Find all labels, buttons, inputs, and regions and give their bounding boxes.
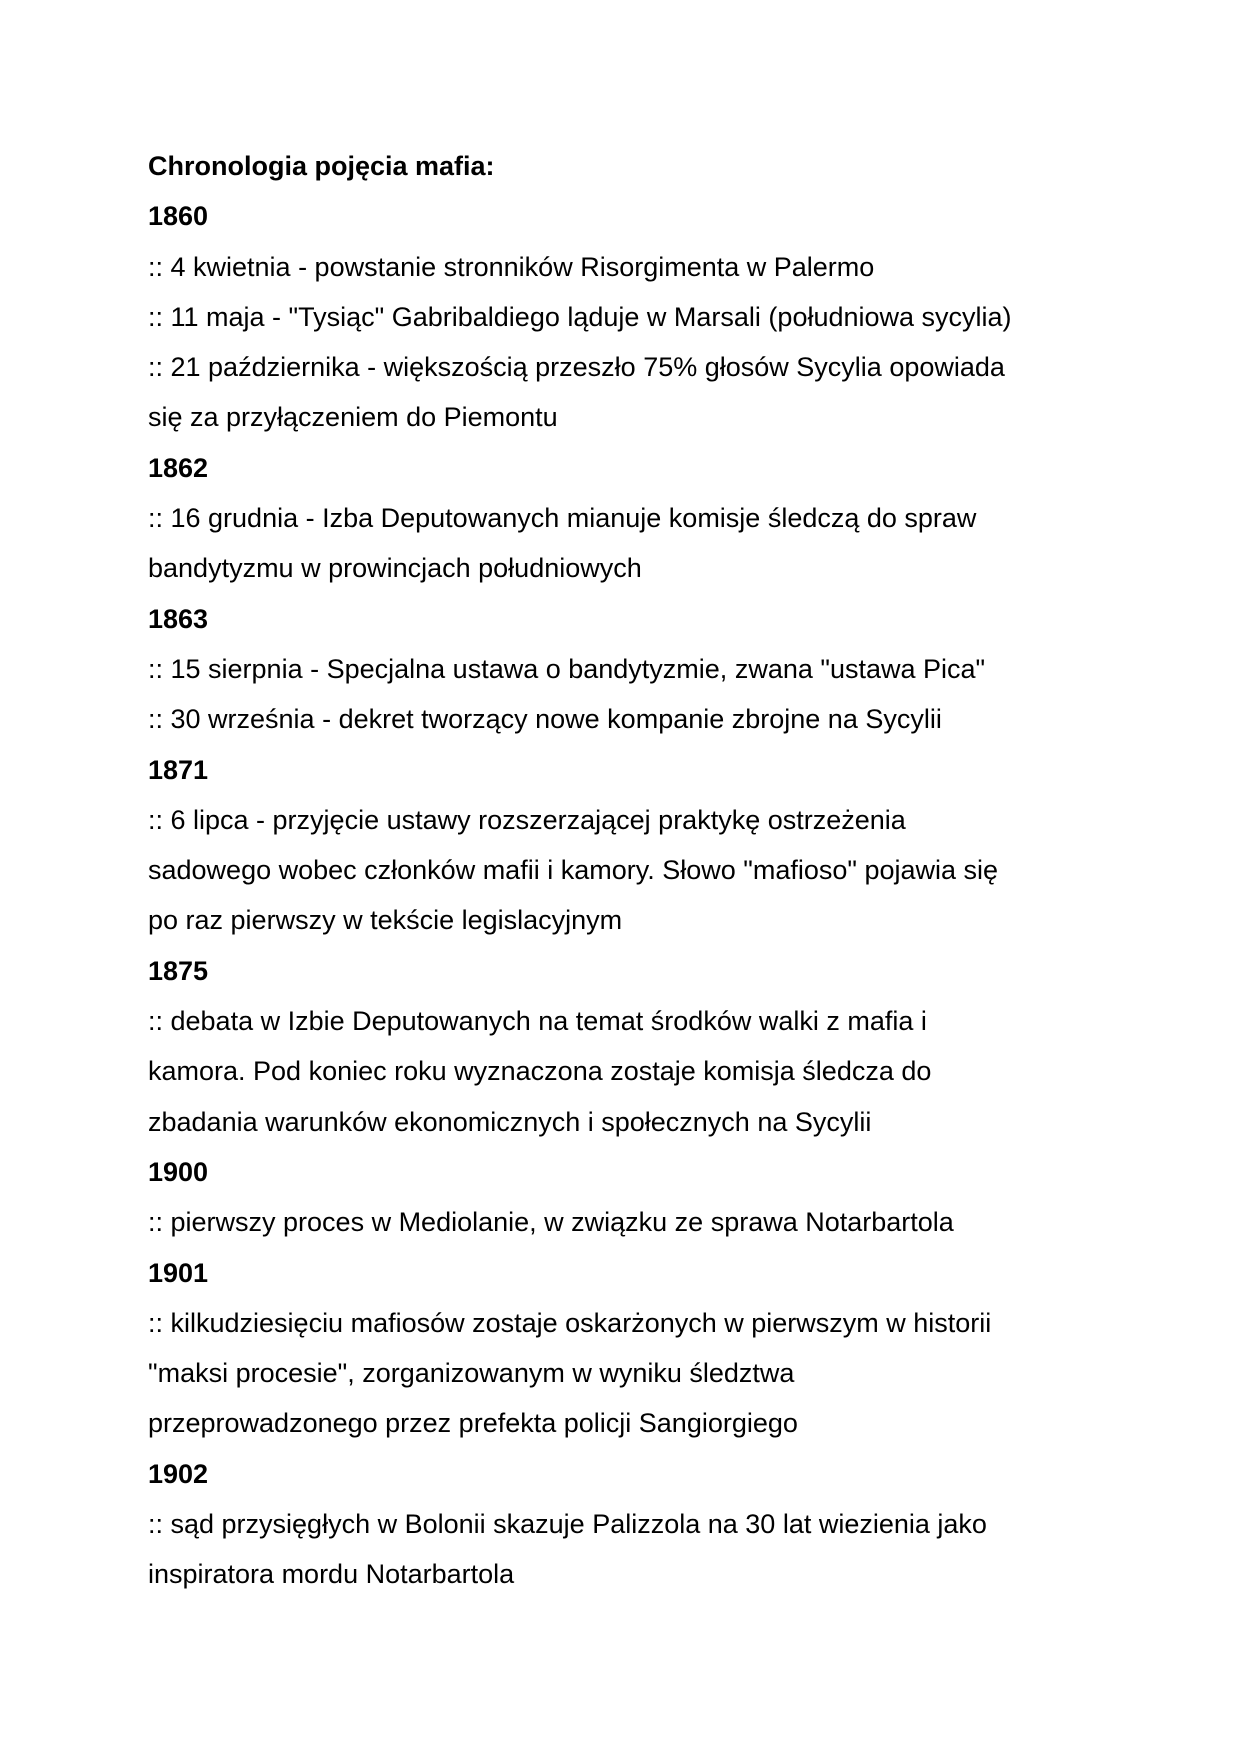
section-line: :: 4 kwietnia - powstanie stronników Risorgimenta w Palermo <box>148 251 875 282</box>
section-year: 1875 <box>148 955 209 986</box>
section-1871 <box>148 745 1128 946</box>
section-line: sadowego wobec członków mafii i kamory. Słowo "mafioso" pojawia się <box>148 855 999 886</box>
section-line: zbadania warunków ekonomicznych i społecznych na Sycylii <box>148 1106 872 1137</box>
section-1863 <box>148 594 1128 745</box>
section-line: :: 16 grudnia - Izba Deputowanych mianuje komisje śledczą do spraw <box>148 503 977 534</box>
section-year: 1860 <box>148 201 209 232</box>
section-line: bandytyzmu w prowincjach południowych <box>148 553 642 584</box>
section-line: inspiratora mordu Notarbartola <box>148 1559 515 1590</box>
section-year: 1863 <box>148 603 209 634</box>
section-line: :: 21 października - większością przeszło 75% głosów Sycylia opowiada <box>148 352 1005 383</box>
section-year: 1902 <box>148 1458 209 1489</box>
document-body <box>148 141 1128 1600</box>
section-line: przeprowadzonego przez prefekta policji Sangiorgiego <box>148 1408 798 1439</box>
section-1901 <box>148 1248 1128 1449</box>
section-year: 1901 <box>148 1257 209 1288</box>
section-line: :: kilkudziesięciu mafiosów zostaje oskarżonych w pierwszym w historii <box>148 1307 992 1338</box>
section-line: :: 30 września - dekret tworzący nowe kompanie zbrojne na Sycylii <box>148 704 942 735</box>
section-1902 <box>148 1449 1128 1600</box>
section-line: :: 6 lipca - przyjęcie ustawy rozszerzającej praktykę ostrzeżenia <box>148 804 906 835</box>
section-line: się za przyłączeniem do Piemontu <box>148 402 558 433</box>
section-line: :: sąd przysięgłych w Bolonii skazuje Palizzola na 30 lat wiezienia jako <box>148 1509 987 1540</box>
section-line: po raz pierwszy w tekście legislacyjnym <box>148 905 623 936</box>
document-title: Chronologia pojęcia mafia: <box>148 151 495 181</box>
section-1862 <box>148 443 1128 594</box>
section-line: "maksi procesie", zorganizowanym w wyniku śledztwa <box>148 1358 795 1389</box>
section-1875 <box>148 946 1128 1147</box>
section-line: :: 11 maja - "Tysiąc" Gabribaldiego ląduje w Marsali (południowa sycylia) <box>148 301 1012 332</box>
section-year: 1871 <box>148 754 209 785</box>
section-year: 1900 <box>148 1156 209 1187</box>
section-line: :: debata w Izbie Deputowanych na temat środków walki z mafia i <box>148 1006 927 1037</box>
section-line: :: pierwszy proces w Mediolanie, w związku ze sprawa Notarbartola <box>148 1207 954 1238</box>
section-1860 <box>148 191 1128 442</box>
section-line: :: 15 sierpnia - Specjalna ustawa o bandytyzmie, zwana "ustawa Pica" <box>148 653 986 684</box>
section-1900 <box>148 1147 1128 1248</box>
section-year: 1862 <box>148 452 209 483</box>
section-line: kamora. Pod koniec roku wyznaczona zostaje komisja śledcza do <box>148 1056 932 1087</box>
